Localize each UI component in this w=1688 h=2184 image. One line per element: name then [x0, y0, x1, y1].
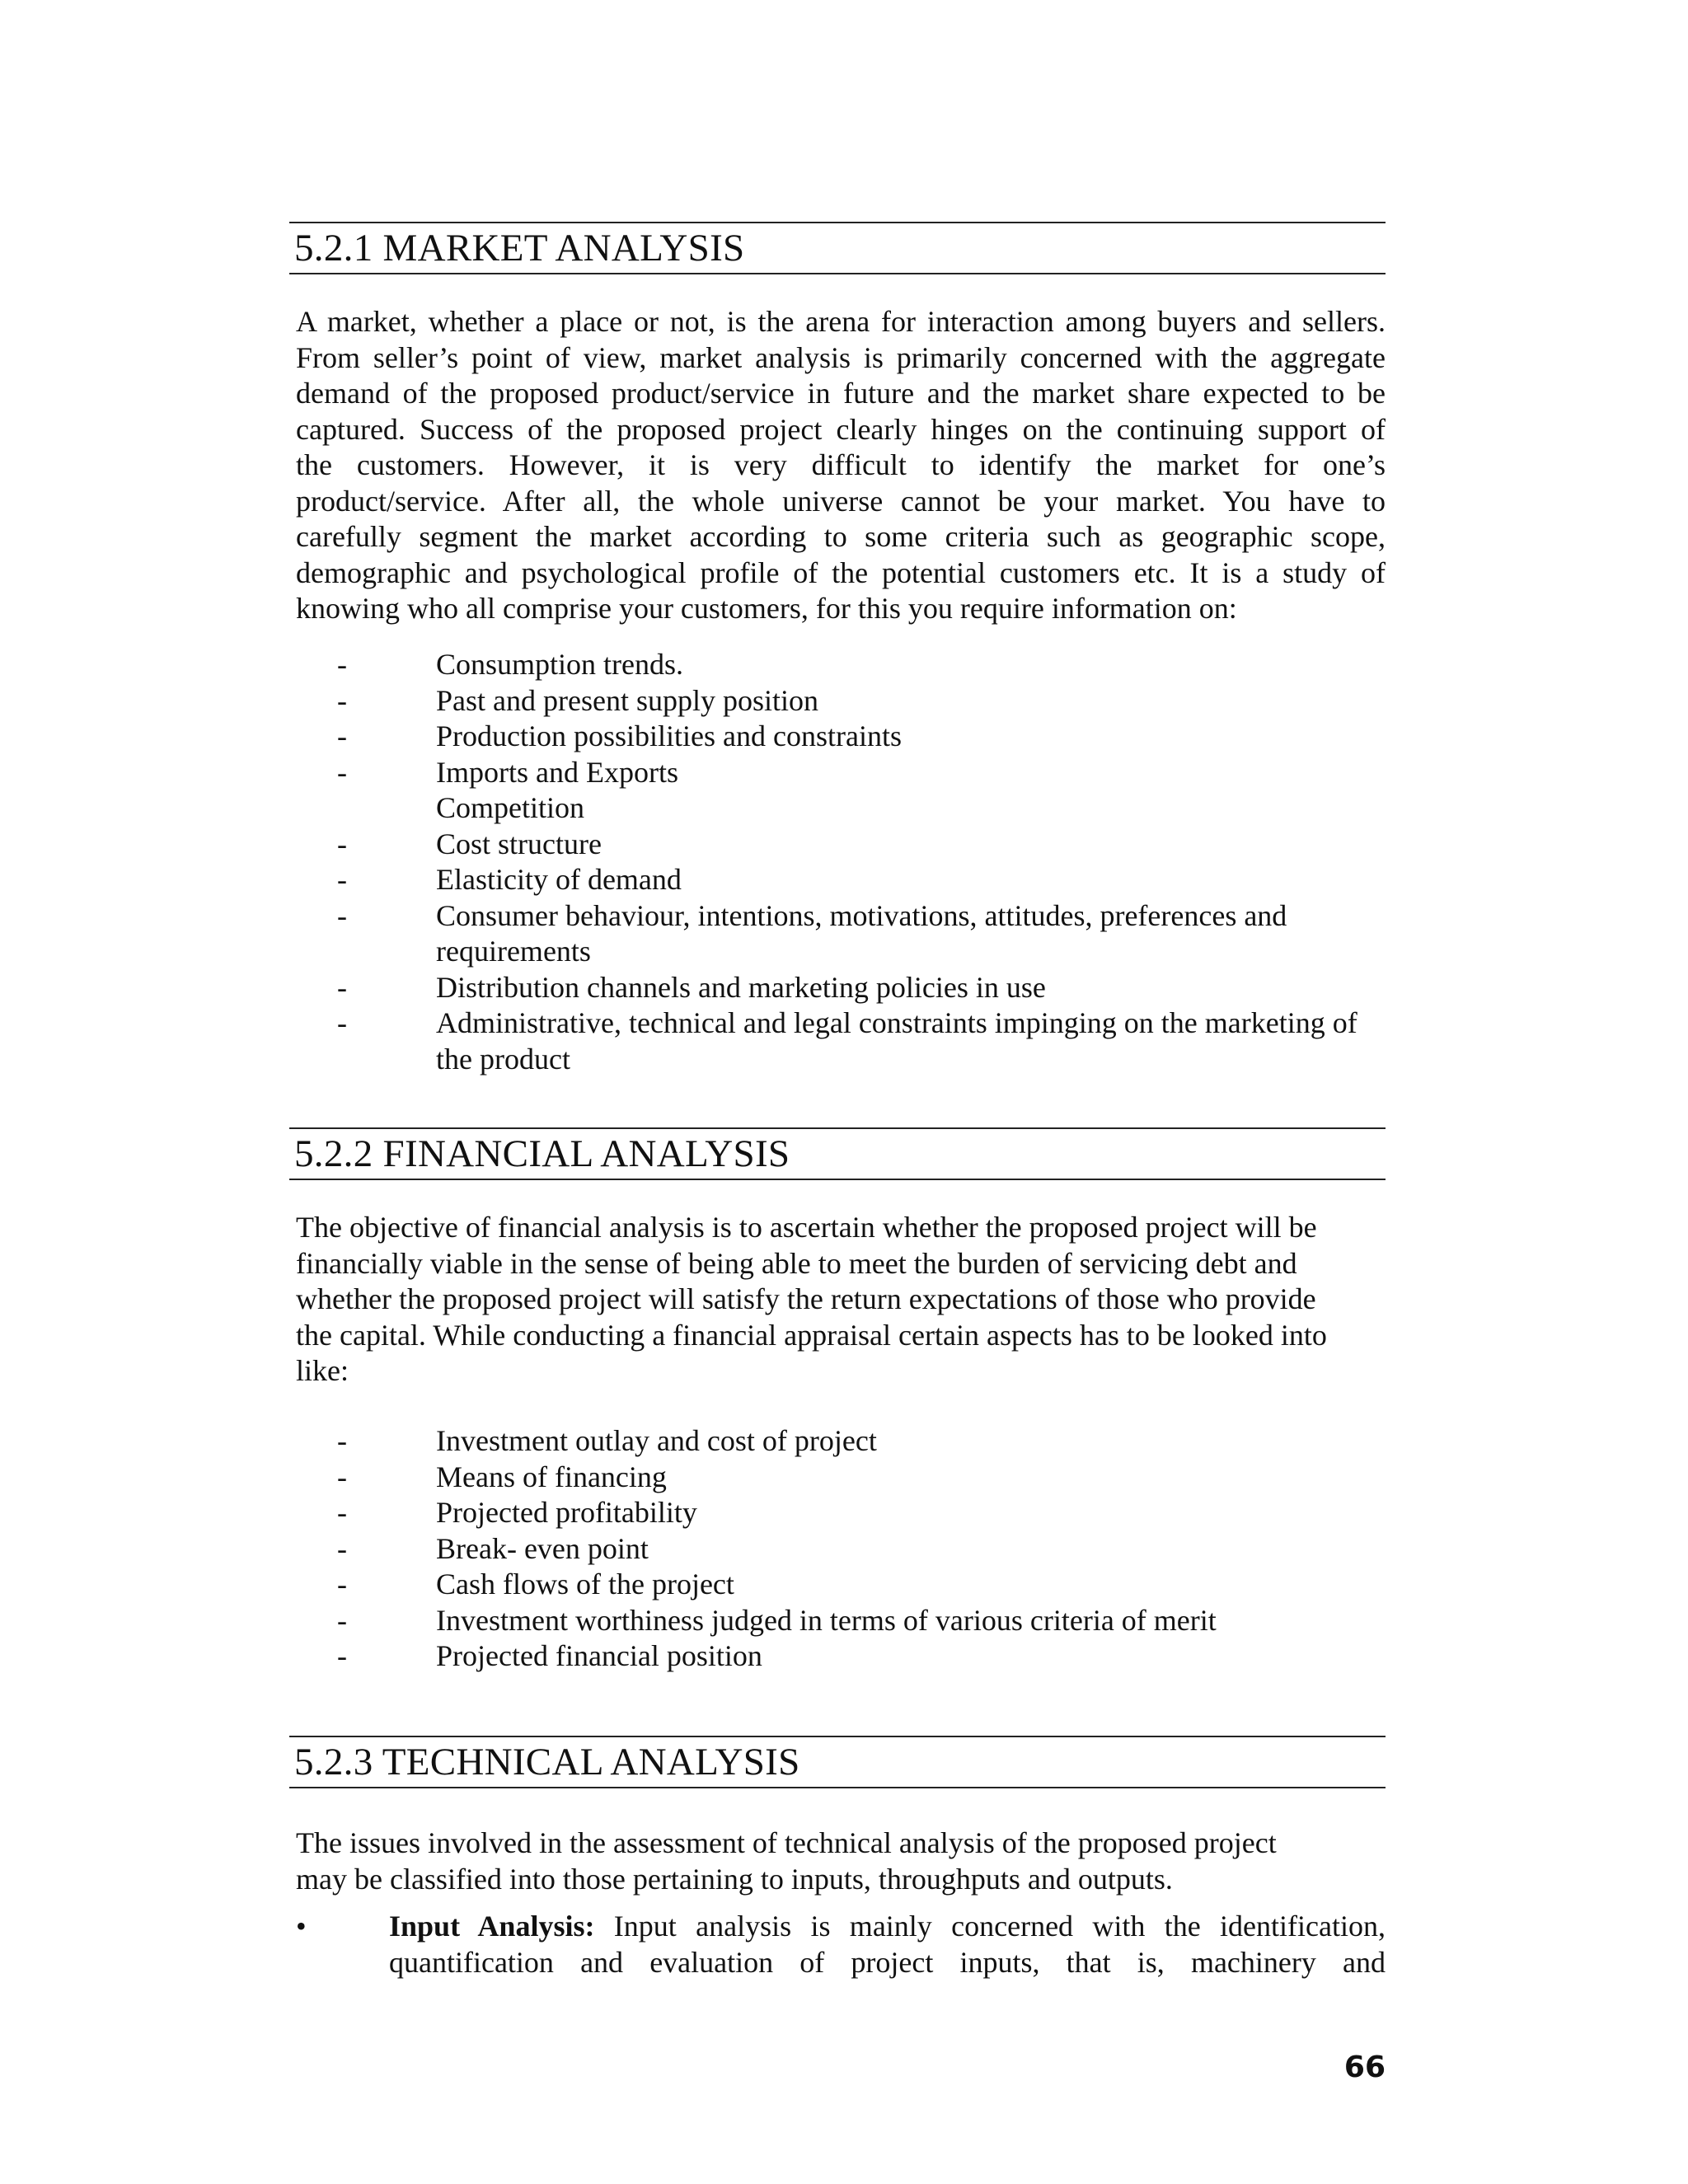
list-item: [296, 790, 1384, 827]
paragraph-line: product/service. After all, the whole universe cannot be your market. You have to: [296, 484, 1386, 518]
dash-marker: -: [337, 683, 347, 717]
financial-aspects-list: [296, 1423, 1384, 1675]
list-item-text: Administrative, technical and legal constraints impinging on the marketing of the product: [436, 1006, 1357, 1076]
market-analysis-section: [289, 222, 1386, 274]
list-item: [296, 1460, 1384, 1496]
technical-analysis-section: [289, 1736, 1386, 1788]
input-analysis-body: Input analysis is mainly concerned with the identification, quantification and evaluation of project inputs, that is, machinery and: [389, 1910, 1386, 1979]
input-analysis-label: Input Analysis:: [389, 1910, 595, 1943]
list-item: [296, 862, 1384, 898]
paragraph-line: the customers. However, it is very difficult to identify the market for one’s: [296, 448, 1386, 481]
list-item-text: Break- even point: [436, 1531, 649, 1565]
dash-marker: -: [337, 1531, 347, 1565]
paragraph-line: The issues involved in the assessment of technical analysis of the proposed project: [296, 1826, 1277, 1859]
dash-marker: -: [337, 755, 347, 789]
paragraph-line: From seller’s point of view, market analysis is primarily concerned with the aggregate: [296, 340, 1386, 374]
paragraph-line: demographic and psychological profile of the potential customers etc. It is a study of: [296, 555, 1386, 589]
dash-marker: -: [337, 863, 347, 896]
list-item-text: Production possibilities and constraints: [436, 719, 902, 752]
dash-marker: -: [337, 1424, 347, 1457]
dash-marker: -: [337, 1568, 347, 1601]
paragraph-line: carefully segment the market according to some criteria such as geographic scope,: [296, 520, 1386, 553]
list-item: [296, 755, 1384, 791]
dash-marker: -: [337, 827, 347, 860]
list-item-text: Cash flows of the project: [436, 1568, 734, 1601]
paragraph-line: financially viable in the sense of being able to meet the burden of servicing debt and: [296, 1246, 1297, 1280]
list-item-text: Distribution channels and marketing policies in use: [436, 970, 1046, 1004]
list-item-text: Consumer behaviour, intentions, motivations, attitudes, preferences and requirements: [436, 898, 1287, 968]
list-item-text: Imports and Exports: [436, 755, 678, 789]
paragraph-line: A market, whether a place or not, is the arena for interaction among buyers and sellers.: [296, 305, 1386, 338]
list-item: [296, 1638, 1384, 1675]
input-analysis-text: [389, 1909, 1386, 1980]
input-analysis-item: [296, 1909, 1386, 1980]
paragraph-line: whether the proposed project will satisfy the return expectations of those who provide: [296, 1282, 1316, 1315]
list-item: [296, 970, 1384, 1006]
list-item-text: Means of financing: [436, 1460, 667, 1493]
list-item-text: Investment outlay and cost of project: [436, 1424, 877, 1457]
list-item-text: Investment worthiness judged in terms of various criteria of merit: [436, 1603, 1217, 1637]
list-item: [296, 1531, 1384, 1568]
list-item: [296, 1495, 1384, 1531]
list-item: [296, 1423, 1384, 1460]
dash-marker: -: [337, 1639, 347, 1672]
financial-analysis-paragraph: [296, 1210, 1386, 1390]
list-item: [296, 1005, 1384, 1077]
list-item-text: Past and present supply position: [436, 683, 818, 717]
paragraph-line: The objective of financial analysis is to ascertain whether the proposed project will be: [296, 1211, 1317, 1244]
list-item: [296, 1567, 1384, 1603]
dash-marker: -: [337, 1496, 347, 1529]
list-item-text: Projected profitability: [436, 1496, 697, 1529]
dash-marker: -: [337, 898, 347, 932]
list-item: [296, 647, 1384, 683]
dash-marker: -: [337, 719, 347, 752]
market-analysis-paragraph: [296, 304, 1386, 627]
list-item: [296, 898, 1384, 970]
technical-analysis-paragraph: [296, 1825, 1386, 1897]
market-analysis-heading: 5.2.1 MARKET ANALYSIS: [289, 222, 1386, 274]
dash-marker: -: [337, 970, 347, 1004]
list-item-text: Competition: [436, 791, 584, 824]
bullet-marker: •: [296, 1910, 307, 1943]
list-item-text: Cost structure: [436, 827, 602, 860]
dash-marker: -: [337, 648, 347, 681]
list-item: [296, 827, 1384, 863]
financial-analysis-heading: 5.2.2 FINANCIAL ANALYSIS: [289, 1127, 1386, 1180]
list-item-text: Elasticity of demand: [436, 863, 682, 896]
list-item-text: Consumption trends.: [436, 648, 684, 681]
paragraph-line: demand of the proposed product/service in future and the market share expected to be: [296, 377, 1386, 410]
financial-analysis-section: [289, 1127, 1386, 1180]
page-number: 66: [1343, 2050, 1386, 2084]
dash-marker: -: [337, 1006, 347, 1039]
market-info-list: [296, 647, 1384, 1077]
paragraph-line: the capital. While conducting a financial appraisal certain aspects has to be looked into: [296, 1318, 1327, 1352]
technical-analysis-heading: 5.2.3 TECHNICAL ANALYSIS: [289, 1736, 1386, 1788]
list-item: [296, 1603, 1384, 1639]
dash-marker: -: [337, 1603, 347, 1637]
list-item: [296, 719, 1384, 755]
paragraph-line: like:: [296, 1354, 349, 1387]
list-item-text: Projected financial position: [436, 1639, 762, 1672]
paragraph-line: captured. Success of the proposed project clearly hinges on the continuing support of: [296, 412, 1386, 446]
dash-marker: -: [337, 1460, 347, 1493]
list-item: [296, 683, 1384, 719]
paragraph-line: may be classified into those pertaining to inputs, throughputs and outputs.: [296, 1862, 1173, 1896]
paragraph-line: knowing who all comprise your customers, for this you require information on:: [296, 592, 1237, 625]
